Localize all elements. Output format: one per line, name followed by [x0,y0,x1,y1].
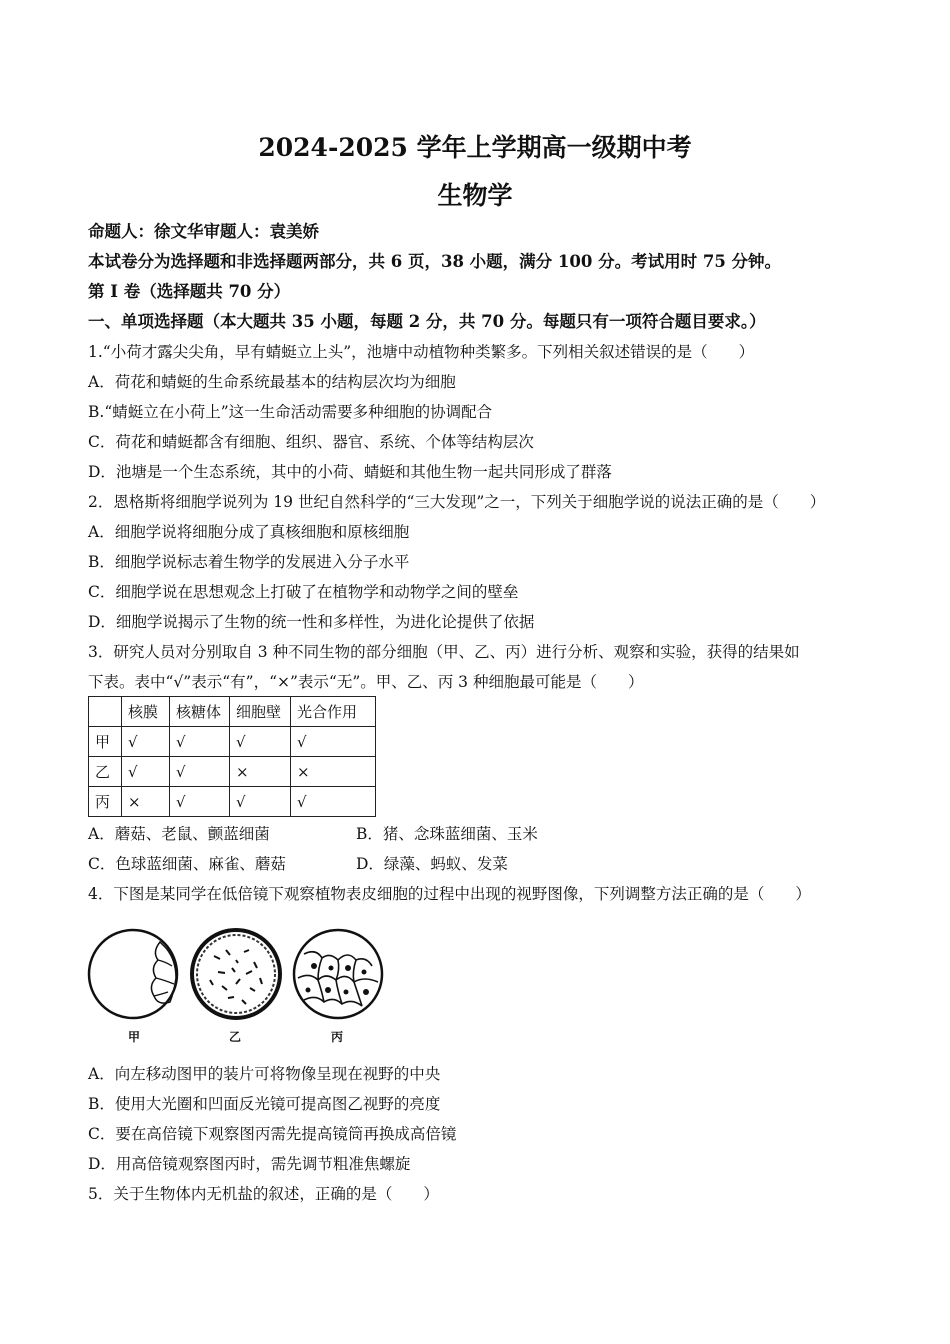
table-header-row [89,697,376,727]
table-header-cell: 细胞壁 [230,697,291,727]
q1-stem: 1.“小荷才露尖尖角，早有蜻蜓立上头”，池塘中动植物种类繁多。下列相关叙述错误的是（ ） [88,343,755,361]
view-bing-diagram [294,930,382,1018]
table-header-cell: 核膜 [122,697,170,727]
q5-stem: 5．关于生物体内无机盐的叙述，正确的是（ ） [88,1185,439,1203]
q3-stem-line1: 3．研究人员对分别取自 3 种不同生物的部分细胞（甲、乙、丙）进行分析、观察和实验，获得的结果如 [88,643,800,661]
table-cell: √ [230,727,291,757]
table-cell: √ [122,757,170,787]
table-cell: √ [170,757,230,787]
table-header-cell [89,697,122,727]
q4-option-b: B．使用大光圈和凹面反光镜可提高图乙视野的亮度 [88,1095,441,1113]
figure-label-jia: 甲 [128,1030,141,1044]
q1-option-a: A．荷花和蜻蜓的生命系统最基本的结构层次均为细胞 [88,373,456,391]
q1-option-c: C．荷花和蜻蜓都含有细胞、组织、器官、系统、个体等结构层次 [88,433,534,451]
q1-option-b: B.“蜻蜓立在小荷上”这一生命活动需要多种细胞的协调配合 [88,403,493,421]
table-cell: × [230,757,291,787]
q3-option-b: B．猪、念珠蓝细菌、玉米 [356,825,538,843]
q4-option-d: D．用高倍镜观察图丙时，需先调节粗准焦螺旋 [88,1155,411,1173]
table-cell: × [291,757,376,787]
table-row [89,757,376,787]
q2-stem: 2．恩格斯将细胞学说列为 19 世纪自然科学的“三大发现”之一，下列关于细胞学说的说法正确的是（ ） [88,493,826,511]
q2-option-b: B．细胞学说标志着生物学的发展进入分子水平 [88,553,410,571]
table-cell: 甲 [89,727,122,757]
table-cell: 丙 [89,787,122,817]
table-cell: √ [122,727,170,757]
q1-option-d: D．池塘是一个生态系统，其中的小荷、蜻蜓和其他生物一起共同形成了群落 [88,463,612,481]
view-yi-diagram [192,930,280,1018]
figure-label-yi: 乙 [229,1030,242,1044]
q2-option-a: A．细胞学说将细胞分成了真核细胞和原核细胞 [88,523,410,541]
table-header-cell: 核糖体 [170,697,230,727]
table-row [89,787,376,817]
q3-option-d: D．绿藻、蚂蚁、发菜 [356,855,508,873]
q2-option-d: D．细胞学说揭示了生物的统一性和多样性，为进化论提供了依据 [88,613,535,631]
q4-option-c: C．要在高倍镜下观察图丙需先提高镜筒再换成高倍镜 [88,1125,457,1143]
table-cell: √ [170,787,230,817]
figure-label-bing: 丙 [331,1030,344,1044]
q3-option-c: C．色球蓝细菌、麻雀、蘑菇 [88,855,286,873]
table-cell: √ [291,727,376,757]
table-cell: 乙 [89,757,122,787]
table-row [89,727,376,757]
table-cell: √ [230,787,291,817]
volume-heading: 第 I 卷（选择题共 70 分） [88,282,291,301]
subject-title: 生物学 [437,181,513,210]
table-cell: × [122,787,170,817]
q3-option-a: A．蘑菇、老鼠、颤蓝细菌 [88,825,270,843]
q4-option-a: A．向左移动图甲的装片可将物像呈现在视野的中央 [88,1065,441,1083]
view-jia-diagram [89,930,177,1018]
table-cell: √ [291,787,376,817]
table-header-cell: 光合作用 [291,697,376,727]
cell-comparison-table [88,696,376,817]
q4-stem: 4．下图是某同学在低倍镜下观察植物表皮细胞的过程中出现的视野图像，下列调整方法正确的是（ ） [88,885,811,903]
exam-title: 2024-2025 学年上学期高一级期中考 [258,133,692,162]
instructions-line: 本试卷分为选择题和非选择题两部分，共 6 页，38 小题，满分 100 分。考试用时 75 分钟。 [88,252,782,271]
section-heading: 一、单项选择题（本大题共 35 小题，每题 2 分，共 70 分。每题只有一项符合题目要求。） [88,312,766,331]
authors-line: 命题人：徐文华审题人：袁美娇 [88,222,319,241]
q2-option-c: C．细胞学说在思想观念上打破了在植物学和动物学之间的壁垒 [88,583,519,601]
q3-stem-line2: 下表。表中“√”表示“有”，“×”表示“无”。甲、乙、丙 3 种细胞最可能是（ ） [88,673,644,691]
table-cell: √ [170,727,230,757]
